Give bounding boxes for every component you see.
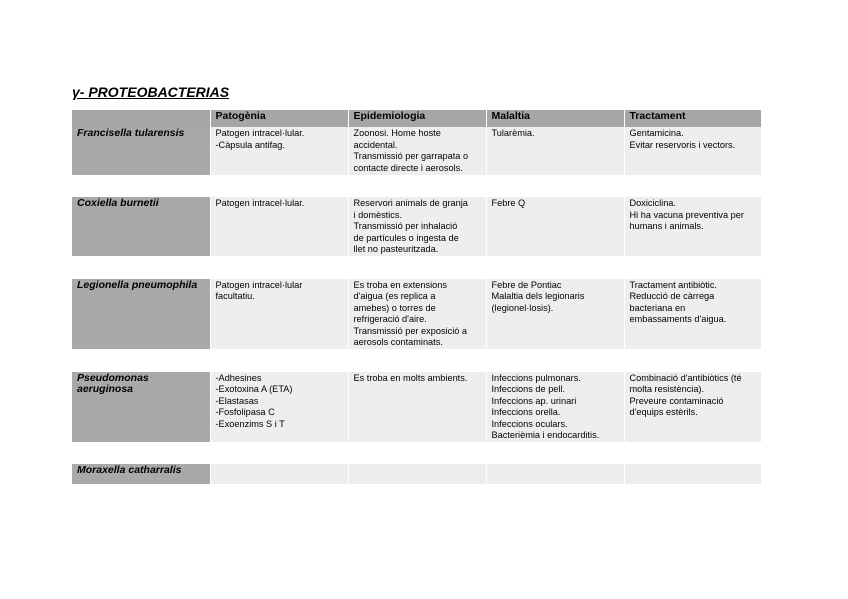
- cell-line: Tularèmia.: [491, 128, 535, 138]
- species-name: Pseudomonas: [77, 371, 149, 384]
- cell-line: bacteriana en: [629, 302, 686, 313]
- cell-line: Infeccions ap. urinari: [491, 395, 577, 406]
- cell-line: Doxiciclina.: [629, 198, 676, 208]
- cell-line: -Elastasas: [215, 395, 259, 406]
- cell-line: Es troba en molts ambients.: [353, 372, 468, 383]
- header-cell-species: [72, 110, 210, 127]
- cell-line: -Càpsula antifag.: [215, 139, 285, 150]
- tractament-cell: [624, 127, 761, 175]
- tractament-cell: [624, 197, 761, 256]
- cell-line: aerosols contaminats.: [353, 337, 443, 347]
- cell-line: Malaltia dels legionaris: [491, 291, 585, 301]
- cell-line: molta resistència).: [629, 384, 705, 394]
- cell-line: Evitar reservoris i vectors.: [629, 139, 736, 150]
- epidemiologia-cell: [348, 372, 486, 442]
- epidemiologia-cell: [348, 464, 486, 484]
- species-name: Moraxella catharralis: [77, 463, 182, 476]
- cell-line: Patogen intracel·lular: [215, 279, 303, 290]
- page-title: γ- PROTEOBACTERIAS: [72, 84, 230, 100]
- cell-line: Reservori animals de granja: [353, 198, 468, 208]
- cell-line: humans i animals.: [629, 221, 704, 231]
- cell-line: refrigeració d'aire.: [353, 314, 427, 324]
- cell-line: Infeccions pulmonars.: [491, 372, 581, 383]
- header-cell-patogenia: Patogènia: [210, 110, 348, 127]
- malaltia-cell: [486, 197, 624, 256]
- cell-line: -Exotoxina A (ETA): [215, 384, 293, 394]
- species-cell: [72, 197, 210, 256]
- cell-line: i domèstics.: [353, 209, 403, 220]
- cell-line: embassaments d'aigua.: [629, 314, 727, 324]
- patogenia-cell: [210, 197, 348, 256]
- cell-line: -Adhesines: [215, 372, 262, 383]
- cell-line: Reducció de càrrega: [629, 291, 715, 301]
- cell-line: Patogen intracel·lular.: [215, 198, 305, 208]
- cell-line: accidental.: [353, 139, 398, 150]
- table-row: [72, 197, 761, 256]
- cell-line: Hi ha vacuna preventiva per: [629, 209, 744, 220]
- cell-line: amebes) o torres de: [353, 302, 436, 313]
- cell-line: Transmissió per exposició a: [353, 325, 468, 336]
- cell-line: -Exoenzims S i T: [215, 418, 285, 429]
- row-spacer: [72, 256, 761, 279]
- cell-line: de partícules o ingesta de: [353, 232, 459, 243]
- header-cell-epidemiologia: Epidemiologia: [348, 110, 486, 127]
- row-spacer: [72, 442, 761, 464]
- table-row: [72, 279, 761, 349]
- malaltia-cell: [486, 127, 624, 175]
- species-name: Legionella pneumophila: [77, 278, 198, 291]
- header-cell-malaltia: Malaltia: [486, 110, 624, 127]
- malaltia-cell: [486, 464, 624, 484]
- cell-line: llet no pasteuritzada.: [353, 244, 439, 254]
- cell-line: d'equips estèrils.: [629, 407, 698, 417]
- table-row: [72, 372, 761, 442]
- cell-line: Infeccions de pell.: [491, 384, 566, 394]
- cell-line: Combinació d'antibiòtics (té: [629, 372, 742, 383]
- row-spacer: [72, 349, 761, 372]
- species-cell: [72, 372, 210, 442]
- proteobacteria-table: [72, 110, 761, 484]
- patogenia-cell: [210, 372, 348, 442]
- cell-line: (legionel·losis).: [491, 302, 554, 313]
- species-name: Francisella tularensis: [77, 127, 185, 139]
- cell-line: Bacterièmia i endocarditis.: [491, 430, 600, 440]
- cell-line: contacte directe i aerosols.: [353, 162, 463, 173]
- cell-line: Es troba en extensions: [353, 279, 447, 290]
- table-row: [72, 464, 761, 484]
- tractament-cell: [624, 372, 761, 442]
- cell-line: Transmissió per garrapata o: [353, 151, 469, 161]
- cell-line: Febre Q: [491, 198, 526, 208]
- cell-line: Patogen intracel·lular.: [215, 128, 305, 138]
- cell-line: -Fosfolipasa C: [215, 407, 275, 417]
- species-cell: [72, 127, 210, 175]
- cell-line: d'aigua (es replica a: [353, 291, 436, 301]
- row-spacer: [72, 175, 761, 197]
- species-cell: [72, 279, 210, 349]
- table-header-row: [72, 110, 761, 127]
- species-name: aeruginosa: [77, 383, 134, 395]
- species-name: Coxiella burnetii: [77, 197, 159, 209]
- epidemiologia-cell: [348, 197, 486, 256]
- patogenia-cell: [210, 279, 348, 349]
- cell-line: Zoonosi. Home hoste: [353, 128, 441, 138]
- cell-line: Gentamicina.: [629, 128, 684, 138]
- epidemiologia-cell: [348, 127, 486, 175]
- malaltia-cell: [486, 279, 624, 349]
- species-cell: [72, 464, 210, 484]
- patogenia-cell: [210, 127, 348, 175]
- cell-line: Transmissió per inhalació: [353, 221, 458, 231]
- cell-line: facultatiu.: [215, 291, 255, 301]
- tractament-cell: [624, 279, 761, 349]
- malaltia-cell: [486, 372, 624, 442]
- table-row: [72, 127, 761, 175]
- cell-line: Preveure contaminació: [629, 395, 724, 406]
- tractament-cell: [624, 464, 761, 484]
- cell-line: Tractament antibiòtic.: [629, 279, 717, 290]
- patogenia-cell: [210, 464, 348, 484]
- header-cell-tractament: Tractament: [624, 110, 761, 127]
- cell-line: Infeccions oculars.: [491, 418, 568, 429]
- cell-line: Febre de Pontiac: [491, 279, 562, 290]
- epidemiologia-cell: [348, 279, 486, 349]
- cell-line: Infeccions orella.: [491, 407, 561, 417]
